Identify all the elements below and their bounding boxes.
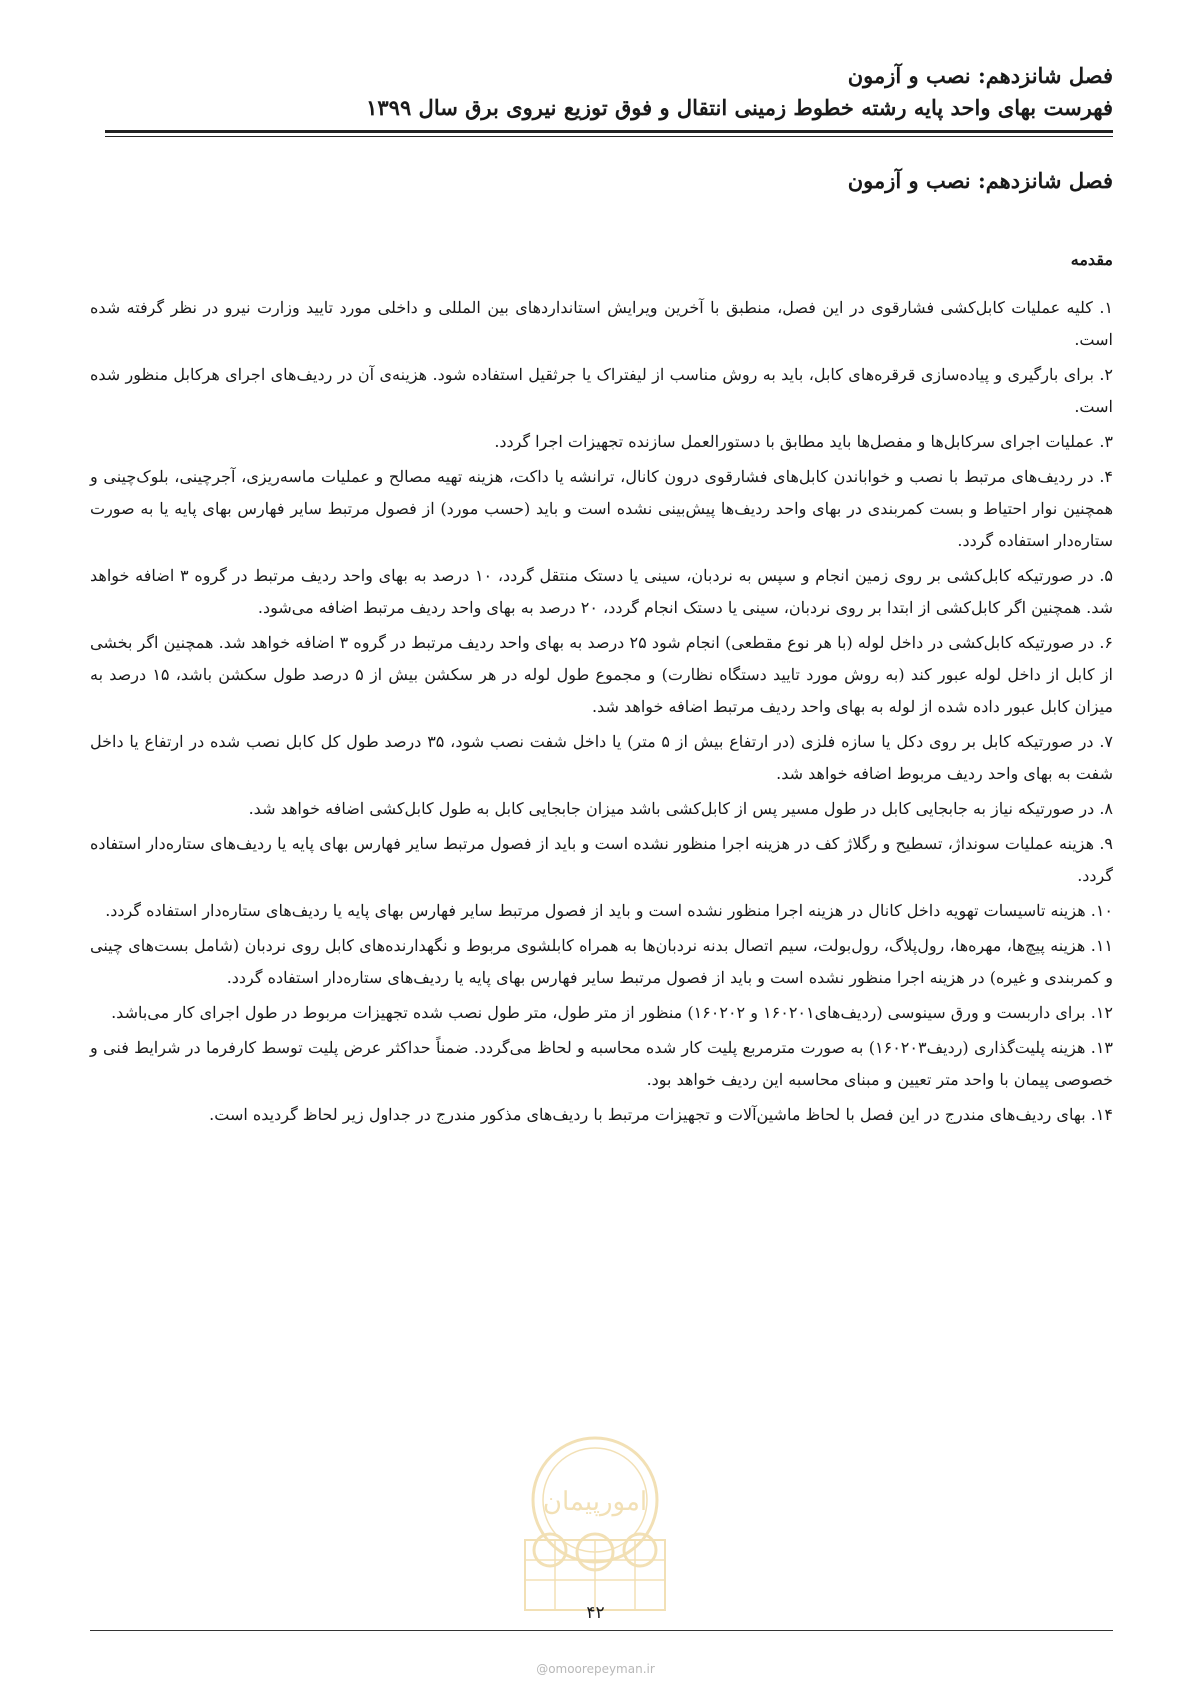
header-title-line: فهرست بهای واحد پایه رشته خطوط زمینی انتقال و فوق توزیع نیروی برق سال ۱۳۹۹ — [366, 95, 1113, 120]
watermark-logo-text: امورپیمان — [542, 1487, 648, 1517]
header-rule-thin — [105, 136, 1113, 137]
intro-heading: مقدمه — [1070, 250, 1113, 269]
list-item: ۹. هزینه عملیات سونداژ، تسطیح و رگلاژ کف در هزینه اجرا منظور نشده است و باید از فصول مرتبط سایر فهارس بهای پایه یا ردیف‌های ستاره‌دار استفاده گردد. — [90, 834, 1114, 885]
list-item: ۱۱. هزینه پیچ‌ها، مهره‌ها، رول‌پلاگ، رول‌بولت، سیم اتصال بدنه نردبان‌ها به همراه کابلشوی مربوط و نگهدارنده‌های کابل روی نردبان (شامل بست‌های چینی و کمربندی و غیره) در هزینه اجرا منظور نشده است و باید از فصول مرتبط سایر فهارس بهای پایه یا ردیف‌های ستاره‌دار استفاده گردد. — [90, 936, 1113, 987]
list-item: ۱۴. بهای ردیف‌های مندرج در این فصل با لحاظ ماشین‌آلات و تجهیزات مرتبط با ردیف‌های مذکور مندرج در جداول زیر لحاظ گردیده است. — [209, 1105, 1113, 1124]
list-item: ۱. کلیه عملیات کابل‌کشی فشارقوی در این فصل، منطبق با آخرین ویرایش استانداردهای بین المللی و داخلی مورد تایید وزارت نیرو در نظر گرفته شده است. — [90, 298, 1113, 349]
list-item: ۳. عملیات اجرای سرکابل‌ها و مفصل‌ها باید مطابق با دستورالعمل سازنده تجهیزات اجرا گردد. — [494, 432, 1113, 451]
chapter-title: فصل شانزدهم: نصب و آزمون — [847, 168, 1113, 193]
footer-rule — [90, 1630, 1113, 1631]
list-item: ۲. برای بارگیری و پیاده‌سازی قرقره‌های کابل، باید به روش مناسب از لیفتراک یا جرثقیل استفاده شود. هزینه‌ی آن در ردیف‌های اجرای هرکابل منظور شده است. — [90, 365, 1113, 416]
footer-site-url: @omoorepeyman.ir — [536, 1662, 655, 1676]
list-item: ۷. در صورتیکه کابل بر روی دکل یا سازه فلزی (در ارتفاع بیش از ۵ متر) یا داخل شفت نصب شود، ۳۵ درصد طول کل کابل نصب شده در ارتفاع یا داخل شفت به بهای واحد ردیف مربوط اضافه خواهد شد. — [90, 732, 1114, 783]
list-item: ۴. در ردیف‌های مرتبط با نصب و خواباندن کابل‌های فشارقوی درون کانال، ترانشه یا داکت، هزینه تهیه مصالح و عملیات ماسه‌ریزی، آجرچینی، بلوک‌چینی و همچنین نوار احتیاط و بست کمربندی در بهای واحد ردیف‌ها پیش‌بینی نشده است و باید (حسب مورد) از فصول مرتبط سایر فهارس بهای پایه یا به صورت ستاره‌دار استفاده گردد. — [90, 467, 1113, 550]
page-header — [105, 60, 1113, 124]
list-item: ۵. در صورتیکه کابل‌کشی بر روی زمین انجام و سپس به نردبان، سینی یا دستک منتقل گردد، ۱۰ درصد به بهای واحد ردیف مرتبط در گروه ۳ اضافه خواهد شد. همچنین اگر کابل‌کشی از ابتدا بر روی نردبان، سینی یا دستک انجام گردد، ۲۰ درصد به بهای واحد ردیف مرتبط اضافه می‌شود. — [90, 566, 1113, 617]
list-item: ۱۰. هزینه تاسیسات تهویه داخل کانال در هزینه اجرا منظور نشده است و باید از فصول مرتبط سایر فهارس بهای پایه یا ردیف‌های ستاره‌دار استفاده گردد. — [105, 901, 1113, 920]
list-item: ۶. در صورتیکه کابل‌کشی در داخل لوله (با هر نوع مقطعی) انجام شود ۲۵ درصد به بهای واحد ردیف مرتبط در گروه ۳ اضافه خواهد شد. همچنین اگر بخشی از کابل از داخل لوله عبور کند (به روش مورد تایید دستگاه نظارت) و مجموع طول لوله در هر سکشن بیش از ۵ درصد طول سکشن باشد، ۱۵ درصد به میزان کابل عبور داده شده از لوله به بهای واحد ردیف مرتبط اضافه خواهد شد. — [90, 633, 1114, 716]
page-number: ۴۲ — [586, 1603, 605, 1623]
header-rule-thick — [105, 130, 1113, 133]
list-item: ۸. در صورتیکه نیاز به جابجایی کابل در طول مسیر پس از کابل‌کشی باشد میزان جابجایی کابل به طول کابل‌کشی اضافه خواهد شد. — [248, 799, 1113, 818]
intro-list — [90, 292, 1113, 1134]
list-item: ۱۳. هزینه پلیت‌گذاری (ردیف۱۶۰۲۰۳) به صورت مترمربع پلیت کار شده محاسبه و لحاظ می‌گردد. ضمناً حداکثر عرض پلیت توسط کارفرما در شرایط فنی و خصوصی پیمان با واحد متر تعیین و مبنای محاسبه این ردیف خواهد بود. — [90, 1038, 1114, 1089]
watermark-logo — [505, 1430, 685, 1620]
header-chapter-line: فصل شانزدهم: نصب و آزمون — [847, 63, 1113, 88]
list-item: ۱۲. برای داربست و ورق سینوسی (ردیف‌های۱۶۰۲۰۱ و ۱۶۰۲۰۲) منظور از متر طول، متر طول نصب شده تجهیزات مربوط در طول اجرای کار می‌باشد. — [111, 1003, 1113, 1022]
